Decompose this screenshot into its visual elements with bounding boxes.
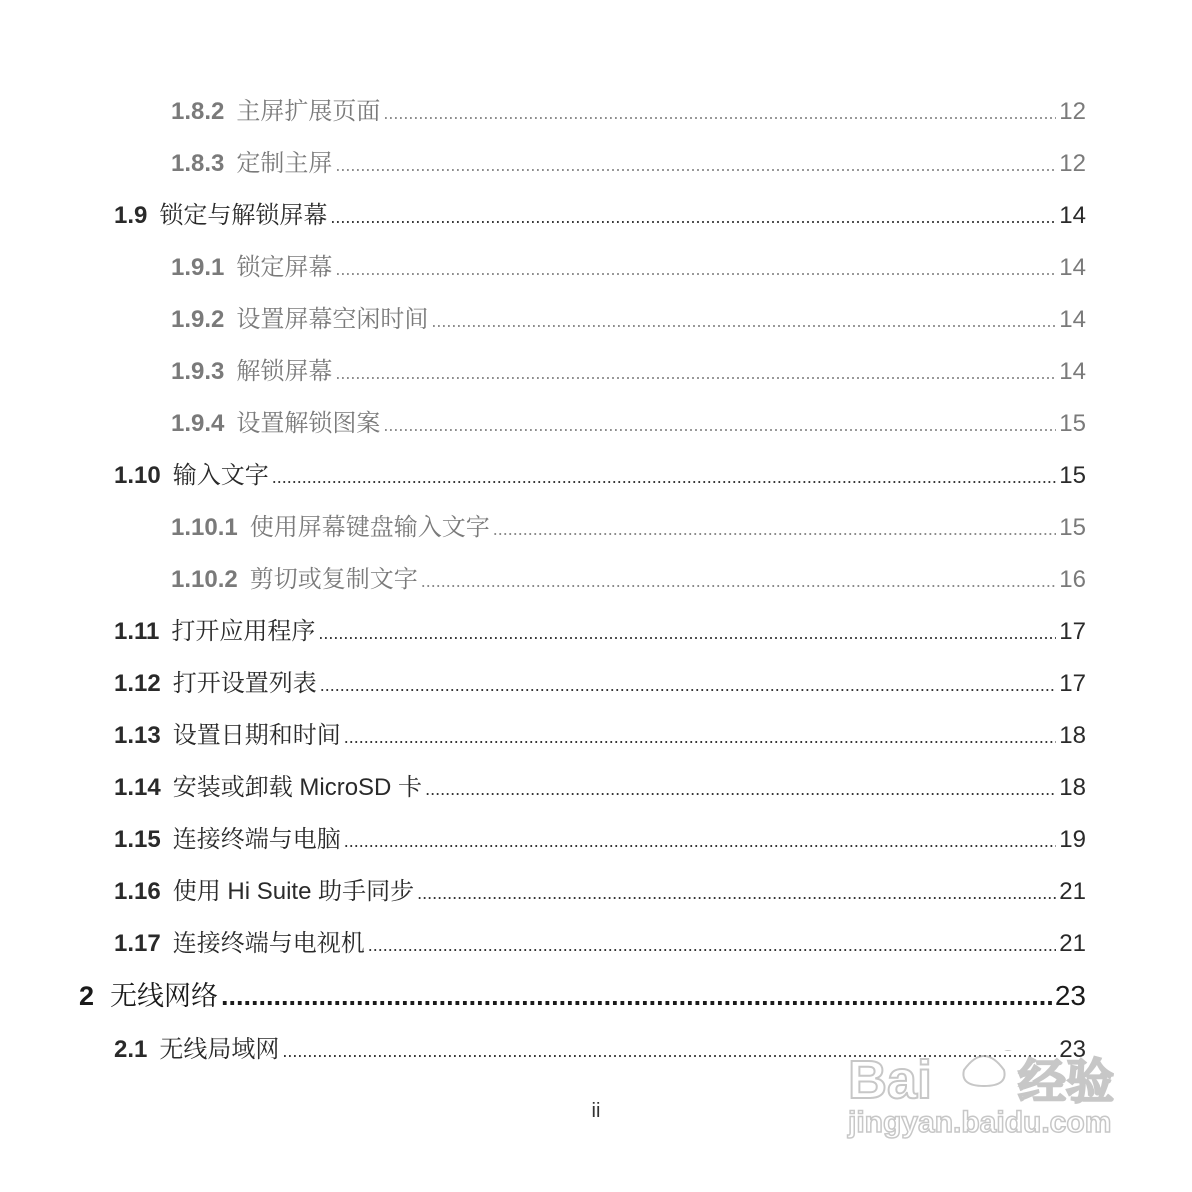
toc-entry-title: 设置屏幕空闲时间 — [236, 306, 429, 333]
toc-entry-title: 连接终端与电视机 — [172, 930, 365, 957]
toc-entry-page: 15 — [1059, 410, 1086, 437]
toc-entry-1-9-2[interactable] — [171, 300, 1086, 340]
toc-entry-title: 输入文字 — [172, 462, 269, 489]
toc-entry-1-10-2[interactable] — [171, 560, 1086, 600]
toc-entry-1-8-2[interactable] — [171, 92, 1086, 132]
toc-entry-title: 设置解锁图案 — [236, 410, 381, 437]
toc-leader-dots — [493, 509, 1057, 549]
toc-entry-number: 1.9 — [114, 202, 148, 229]
toc-entry-page: 18 — [1059, 722, 1086, 749]
toc-entry-title: 定制主屏 — [236, 150, 333, 177]
toc-entry-number: 1.10.2 — [171, 566, 238, 593]
svg-text:Bai: Bai — [848, 1050, 933, 1110]
toc-entry-number: 2 — [79, 981, 95, 1011]
toc-entry-page: 14 — [1059, 202, 1086, 229]
toc-entry-page: 21 — [1059, 878, 1086, 905]
toc-entry-title: 解锁屏幕 — [236, 358, 333, 385]
toc-entry-1-15[interactable] — [114, 820, 1086, 860]
toc-entry-title: 设置日期和时间 — [172, 722, 341, 749]
toc-entry-1-9-4[interactable] — [171, 404, 1086, 444]
toc-entry-title: 安装或卸载 MicroSD 卡 — [172, 774, 423, 801]
toc-leader-dots — [383, 405, 1056, 445]
toc-entry-title: 主屏扩展页面 — [236, 98, 381, 125]
toc-entry-title: 锁定屏幕 — [236, 254, 333, 281]
toc-leader-dots — [417, 873, 1056, 913]
toc-entry-1-9-1[interactable] — [171, 248, 1086, 288]
toc-entry-page: 14 — [1059, 358, 1086, 385]
toc-entry-title: 打开设置列表 — [172, 670, 317, 697]
toc-entry-page: 17 — [1059, 670, 1086, 697]
toc-leader-dots — [383, 93, 1056, 133]
toc-entry-number: 1.12 — [114, 670, 161, 697]
toc-entry-number: 1.8.2 — [171, 98, 225, 125]
toc-entry-number: 1.8.3 — [171, 150, 225, 177]
toc-entry-number: 1.9.2 — [171, 306, 225, 333]
toc-entry-number: 2.1 — [114, 1036, 148, 1063]
toc-leader-dots — [330, 197, 1056, 237]
toc-leader-dots — [318, 613, 1056, 653]
toc-entry-title: 打开应用程序 — [171, 618, 316, 645]
toc-entry-number: 1.15 — [114, 826, 161, 853]
toc-entry-page: 14 — [1059, 306, 1086, 333]
toc-entry-number: 1.13 — [114, 722, 161, 749]
toc-entry-page: 12 — [1059, 150, 1086, 177]
toc-entry-page: 14 — [1059, 254, 1086, 281]
toc-entry-title: 无线网络 — [110, 981, 219, 1011]
toc-entry-page: 19 — [1059, 826, 1086, 853]
toc-entry-page: 12 — [1059, 98, 1086, 125]
toc-entry-number: 1.10.1 — [171, 514, 238, 541]
toc-entry-title: 使用屏幕键盘输入文字 — [249, 514, 490, 541]
toc-leader-dots — [335, 249, 1056, 289]
toc-entry-number: 1.9.1 — [171, 254, 225, 281]
toc-entry-1-12[interactable] — [114, 664, 1086, 704]
toc-entry-number: 1.17 — [114, 930, 161, 957]
baidu-logo-icon — [848, 1050, 1128, 1110]
toc-entry-1-11[interactable] — [114, 612, 1086, 652]
toc-leader-dots — [272, 457, 1057, 497]
toc-leader-dots — [335, 353, 1056, 393]
toc-entry-1-14[interactable] — [114, 768, 1086, 808]
toc-entry-1-13[interactable] — [114, 716, 1086, 756]
toc-entry-page: 16 — [1059, 566, 1086, 593]
toc-entry-1-8-3[interactable] — [171, 144, 1086, 184]
toc-entry-number: 1.9.4 — [171, 410, 225, 437]
toc-entry-1-9[interactable] — [114, 196, 1086, 236]
toc-entry-page: 23 — [1054, 980, 1086, 1011]
toc-entry-page: 18 — [1059, 774, 1086, 801]
toc-entry-title: 锁定与解锁屏幕 — [159, 202, 328, 229]
toc-leader-dots — [431, 301, 1056, 341]
toc-entry-number: 1.10 — [114, 462, 161, 489]
toc-entry-number: 1.14 — [114, 774, 161, 801]
toc-entry-1-9-3[interactable] — [171, 352, 1086, 392]
toc-entry-1-17[interactable] — [114, 924, 1086, 964]
toc-entry-number: 1.9.3 — [171, 358, 225, 385]
toc-leader-dots — [421, 561, 1057, 601]
toc-entry-number: 1.16 — [114, 878, 161, 905]
toc-leader-dots — [425, 769, 1056, 809]
toc-leader-dots — [344, 821, 1057, 861]
toc-entry-title: 使用 Hi Suite 助手同步 — [172, 878, 415, 905]
toc-leader-dots — [368, 925, 1057, 965]
toc-entry-number: 1.11 — [114, 618, 160, 645]
toc-entry-page: 15 — [1059, 514, 1086, 541]
toc-leader-dots — [344, 717, 1057, 757]
toc-entry-title: 连接终端与电脑 — [172, 826, 341, 853]
baidu-jingyan-watermark — [842, 1010, 1132, 1150]
toc-entry-page: 21 — [1059, 930, 1086, 957]
watermark-url: jingyan.baidu.com — [848, 1106, 1112, 1139]
toc-leader-dots — [320, 665, 1057, 705]
toc-entry-page: 15 — [1059, 462, 1086, 489]
toc-entry-title: 剪切或复制文字 — [249, 566, 418, 593]
toc-entry-1-16[interactable] — [114, 872, 1086, 912]
toc-entry-page: 23 — [1059, 1036, 1086, 1063]
toc-entry-1-10[interactable] — [114, 456, 1086, 496]
toc-entry-1-10-1[interactable] — [171, 508, 1086, 548]
page-number: ii — [591, 1100, 601, 1122]
toc-entry-title: 无线局域网 — [159, 1036, 280, 1063]
svg-text:经验: 经验 — [1018, 1056, 1115, 1109]
toc-entry-page: 17 — [1059, 618, 1086, 645]
toc-leader-dots — [335, 145, 1056, 185]
